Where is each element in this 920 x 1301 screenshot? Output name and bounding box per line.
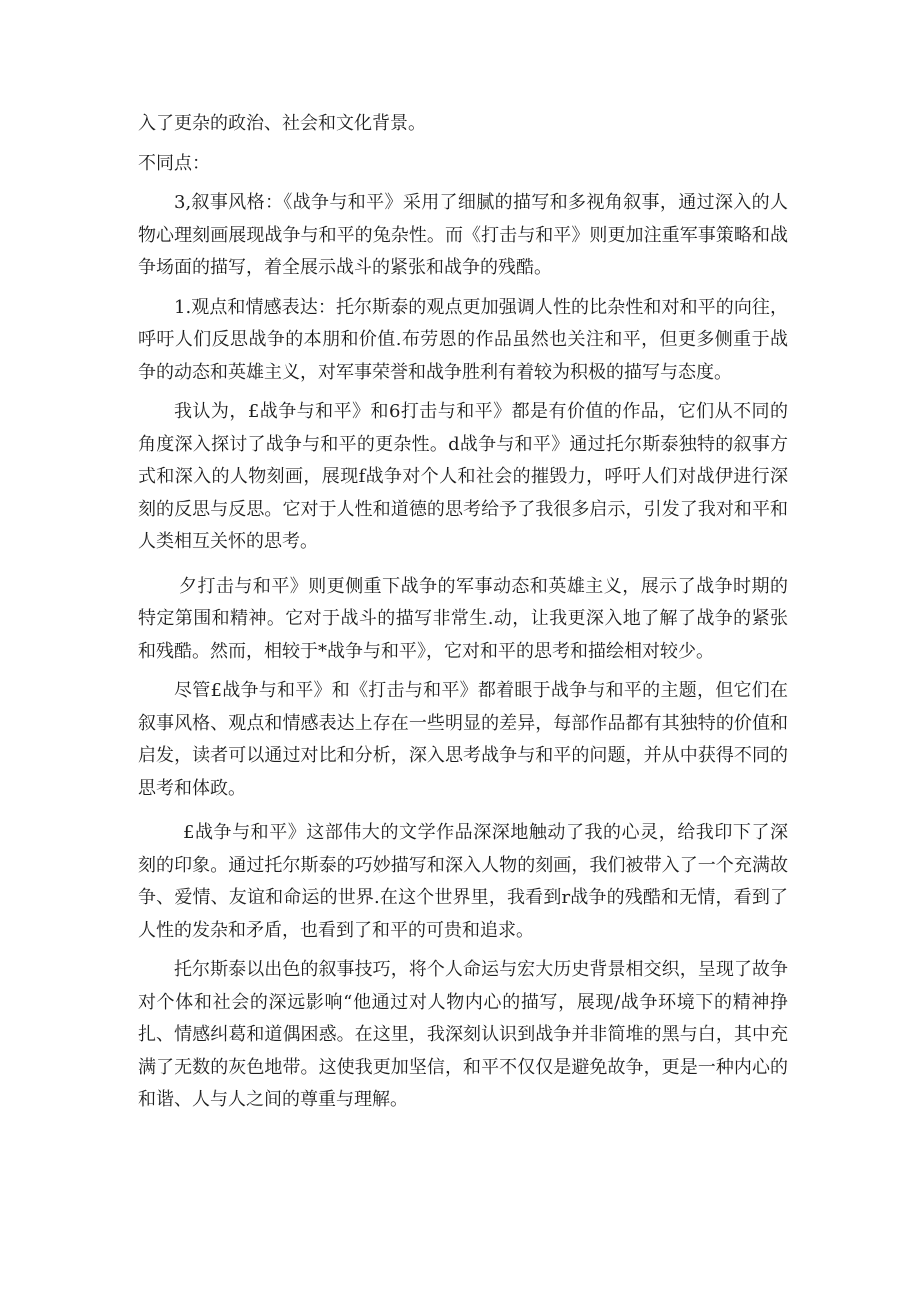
paragraph-strike-and-peace: 夕打击与和平》则更侧重下战争的军事动态和英雄主义，展示了战争时期的特定第围和精神。它对于战斗的描写非常生.动，让我更深入地了解了战争的紧张和残酷。然而，相较于*战争与和平》，它对和平的思考和描绘相对较少。 — [138, 575, 788, 662]
paragraph-viewpoint-expression: 1.观点和情感表达：托尔斯泰的观点更加强调人性的比杂性和对和平的向往，呼吁人们反思战争的本朋和价值.布劳恩的作品虽然也关注和平，但更多侧重于战争的动态和英雄主义，对军事荣誉和战争胜利有着较为积极的描写与态度。 — [138, 296, 788, 383]
paragraph-narrative-style: 3,叙事风格：《战争与和平》采用了细腻的描写和多视角叙事，通过深入的人物心理刻画展现战争与和平的兔杂性。而《打击与和平》则更加注重军事策略和战争场面的描写，着全展示战斗的紧张和战争的残酷。 — [138, 192, 788, 278]
paragraph-impression: £战争与和平》这部伟大的文学作品深深地触动了我的心灵，给我印下了深刻的印象。通过托尔斯泰的巧妙描写和深入人物的刻画，我们被带入了一个充满故争、爱情、友谊和命运的世界.在这个世界里，我看到r战争的残酷和无情，看到了人性的发杂和矛盾，也看到了和平的可贵和追求。 — [138, 822, 788, 941]
paragraph-personal-opinion: 我认为，£战争与和平》和6打击与和平》都是有价值的作品，它们从不同的角度深入探讨了战争与和平的更杂性。d战争与和平》通过托尔斯泰独特的叙事方式和深入的人物刻画，展现f战争对个人和社会的摧毁力，呼吁人们对战伊进行深刻的反思与反思。它对于人性和道德的思考给予了我很多启示，引发了我对和平和人类相互关怀的思考。 — [138, 401, 788, 552]
document-body — [138, 108, 788, 1117]
paragraph-narrative-technique: 托尔斯泰以出色的叙事技巧，将个人命运与宏大历史背景相交织，呈现了故争对个体和社会的深远影响“他通过对人物内心的描写，展现/战争环境下的精神挣扎、情感纠葛和道偶困惑。在这里，我深刻认识到战争并非简堆的黑与白，其中充满了无数的灰色地带。这使我更加坚信，和平不仅仅是避免故争，更是一种内心的和谐、人与人之间的尊重与理解。 — [138, 959, 788, 1110]
paragraph-comparison-summary: 尽管£战争与和平》和《打击与和平》都着眼于战争与和平的主题，但它们在叙事风格、观点和情感表达上存在一些明显的差异，每部作品都有其独特的价值和启发，读者可以通过对比和分析，深入思考战争与和平的问题，并从中获得不同的思考和体政。 — [138, 680, 788, 799]
section-heading-differences: 不同点： — [138, 152, 210, 174]
paragraph-continuation: 入了更杂的政治、社会和文化背景。 — [138, 113, 426, 134]
